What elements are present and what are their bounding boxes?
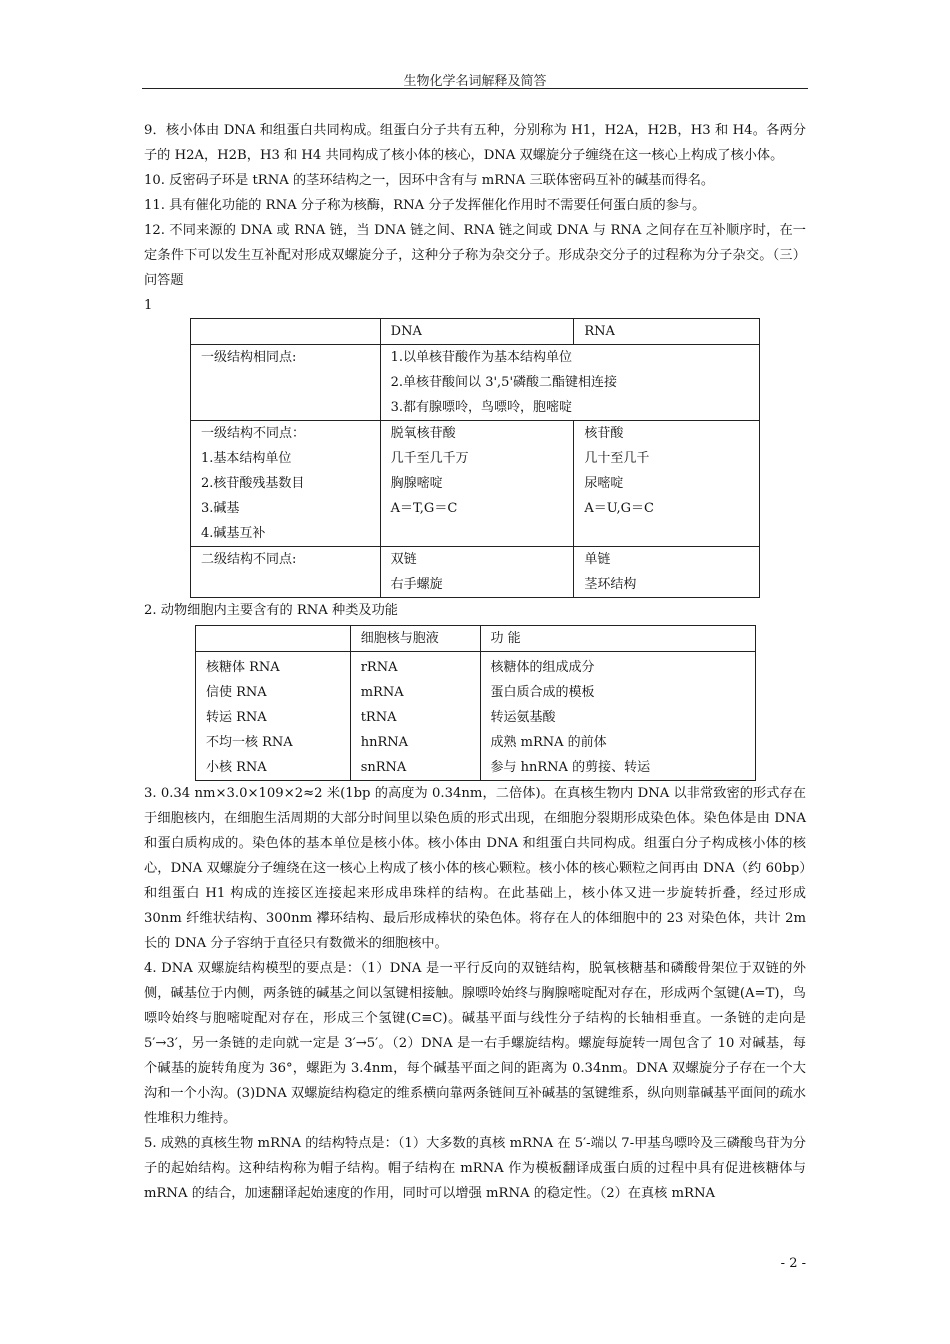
table-cell: 蛋白质合成的模板 [480,680,755,705]
table-row [196,652,756,681]
table-cell: 一级结构相同点: [191,345,381,421]
table-cell: mRNA [350,680,480,705]
table-cell: 参与 hnRNA 的剪接、转运 [480,755,755,781]
page-number: - 2 - [780,1256,806,1271]
table-cell: 信使 RNA [196,680,351,705]
table-cell: 脱氧核苷酸 几千至几千万 胸腺嘧啶 A＝T,G＝C [380,421,574,547]
table-cell: 小核 RNA [196,755,351,781]
dna-rna-comparison-table [190,318,760,598]
table-header-cell: RNA [574,319,760,345]
answer-1-number: 1 [144,298,153,313]
paragraph-answer-5: 5. 成熟的真核生物 mRNA 的结构特点是：（1）大多数的真核 mRNA 在 5′-端以 7-甲基鸟嘌呤及三磷酸鸟苷为分子的起始结构。这种结构称为帽子结构。帽子结构在 mRNA 作为模板翻译成蛋白质的过程中具有促进核糖体与 mRNA 的结合，加速翻译起始速度的作用，同时可以增强 mRNA 的稳定性。（2）在真核 mRNA [144,1136,806,1201]
table-row [196,755,756,781]
table-cell: 1.以单核苷酸作为基本结构单位 2.单核苷酸间以 3',5'磷酸二酯键相连接 3.都有腺嘌呤，鸟嘌呤，胞嘧啶 [380,345,759,421]
table-header-row [196,626,756,652]
table-cell: 转运 RNA [196,705,351,730]
table-cell: snRNA [350,755,480,781]
table-cell: 核糖体的组成成分 [480,652,755,681]
table-row [196,705,756,730]
table-header-cell: 细胞核与胞液 [350,626,480,652]
table-header-row [191,319,760,345]
table-header-cell: DNA [380,319,574,345]
answer-2-title: 2. 动物细胞内主要含有的 RNA 种类及功能 [144,603,398,618]
paragraph-answer-4: 4. DNA 双螺旋结构模型的要点是：（1）DNA 是一平行反向的双链结构，脱氧核糖基和磷酸骨架位于双链的外侧，碱基位于内侧，两条链的碱基之间以氢键相接触。腺嘌呤始终与胸腺嘧啶配对存在，形成两个氢键(A=T)，鸟嘌呤始终与胞嘧啶配对存在，形成三个氢键(C≡C)。碱基平面与线性分子结构的长轴相垂直。一条链的走向是 5′→3′，另一条链的走向就一定是 3′→5′。（2）DNA 是一右手螺旋结构。螺旋每旋转一周包含了 10 对碱基，每个碱基的旋转角度为 36°，螺距为 3.4nm，每个碱基平面之间的距离为 0.34nm。DNA 双螺旋分子存在一个大沟和一个小沟。(3)DNA 双螺旋结构稳定的维系横向靠两条链间互补碱基的氢键维系，纵向则靠碱基平面间的疏水性堆积力维持。 [144,961,806,1126]
page-header-title: 生物化学名词解释及简答 [403,74,547,89]
table-cell: 核苷酸 几十至几千 尿嘧啶 A＝U,G＝C [574,421,760,547]
table-cell: 不均一核 RNA [196,730,351,755]
table-cell: 核糖体 RNA [196,652,351,681]
rna-types-table [195,625,756,781]
table-cell: tRNA [350,705,480,730]
table-cell: 一级结构不同点： 1.基本结构单位 2.核苷酸残基数目 3.碱基 4.碱基互补 [191,421,381,547]
table-cell: 二级结构不同点: [191,547,381,598]
table-header-cell [196,626,351,652]
table-cell: hnRNA [350,730,480,755]
table-cell: rRNA [350,652,480,681]
table-row [196,730,756,755]
paragraph-q12: 12. 不同来源的 DNA 或 RNA 链，当 DNA 链之间、RNA 链之间或 DNA 与 RNA 之间存在互补顺序时，在一定条件下可以发生互补配对形成双螺旋分子，这种分子称为杂交分子。形成杂交分子的过程称为分子杂交。（三）问答题 [144,223,806,288]
table-header-cell [191,319,381,345]
table-cell: 成熟 mRNA 的前体 [480,730,755,755]
table-header-cell: 功 能 [480,626,755,652]
paragraph-q9: 9．核小体由 DNA 和组蛋白共同构成。组蛋白分子共有五种，分别称为 H1，H2A，H2B，H3 和 H4。各两分子的 H2A，H2B，H3 和 H4 共同构成了核小体的核心，DNA 双螺旋分子缠绕在这一核心上构成了核小体。 [144,123,806,163]
header-rule [142,88,808,89]
paragraph-answer-3: 3. 0.34 nm×3.0×109×2≈2 米(1bp 的高度为 0.34nm，二倍体)。在真核生物内 DNA 以非常致密的形式存在于细胞核内，在细胞生活周期的大部分时间里以染色质的形式出现，在细胞分裂期形成染色体。染色体是由 DNA 和蛋白质构成的。染色体的基本单位是核小体。核小体由 DNA 和组蛋白共同构成。组蛋白分子构成核小体的核心，DNA 双螺旋分子缠绕在这一核心上构成了核小体的核心颗粒。核小体的核心颗粒之间再由 DNA（约 60bp）和组蛋白 H1 构成的连接区连接起来形成串珠样的结构。在此基础上，核小体又进一步旋转折叠，经过形成 30nm 纤维状结构、300nm 襻环结构、最后形成棒状的染色体。将存在人的体细胞中的 23 对染色体，共计 2m 长的 DNA 分子容纳于直径只有数微米的细胞核中。 [144,786,806,951]
table-cell: 转运氨基酸 [480,705,755,730]
paragraph-q11: 11. 具有催化功能的 RNA 分子称为核酶，RNA 分子发挥催化作用时不需要任何蛋白质的参与。 [144,198,706,213]
table-cell: 双链 右手螺旋 [380,547,574,598]
table-row [191,547,760,598]
table-row [191,345,760,421]
table-row [191,421,760,547]
document-body [144,118,806,1206]
table-cell: 单链 茎环结构 [574,547,760,598]
table-row [196,680,756,705]
paragraph-q10: 10. 反密码子环是 tRNA 的茎环结构之一，因环中含有与 mRNA 三联体密码互补的碱基而得名。 [144,173,715,188]
